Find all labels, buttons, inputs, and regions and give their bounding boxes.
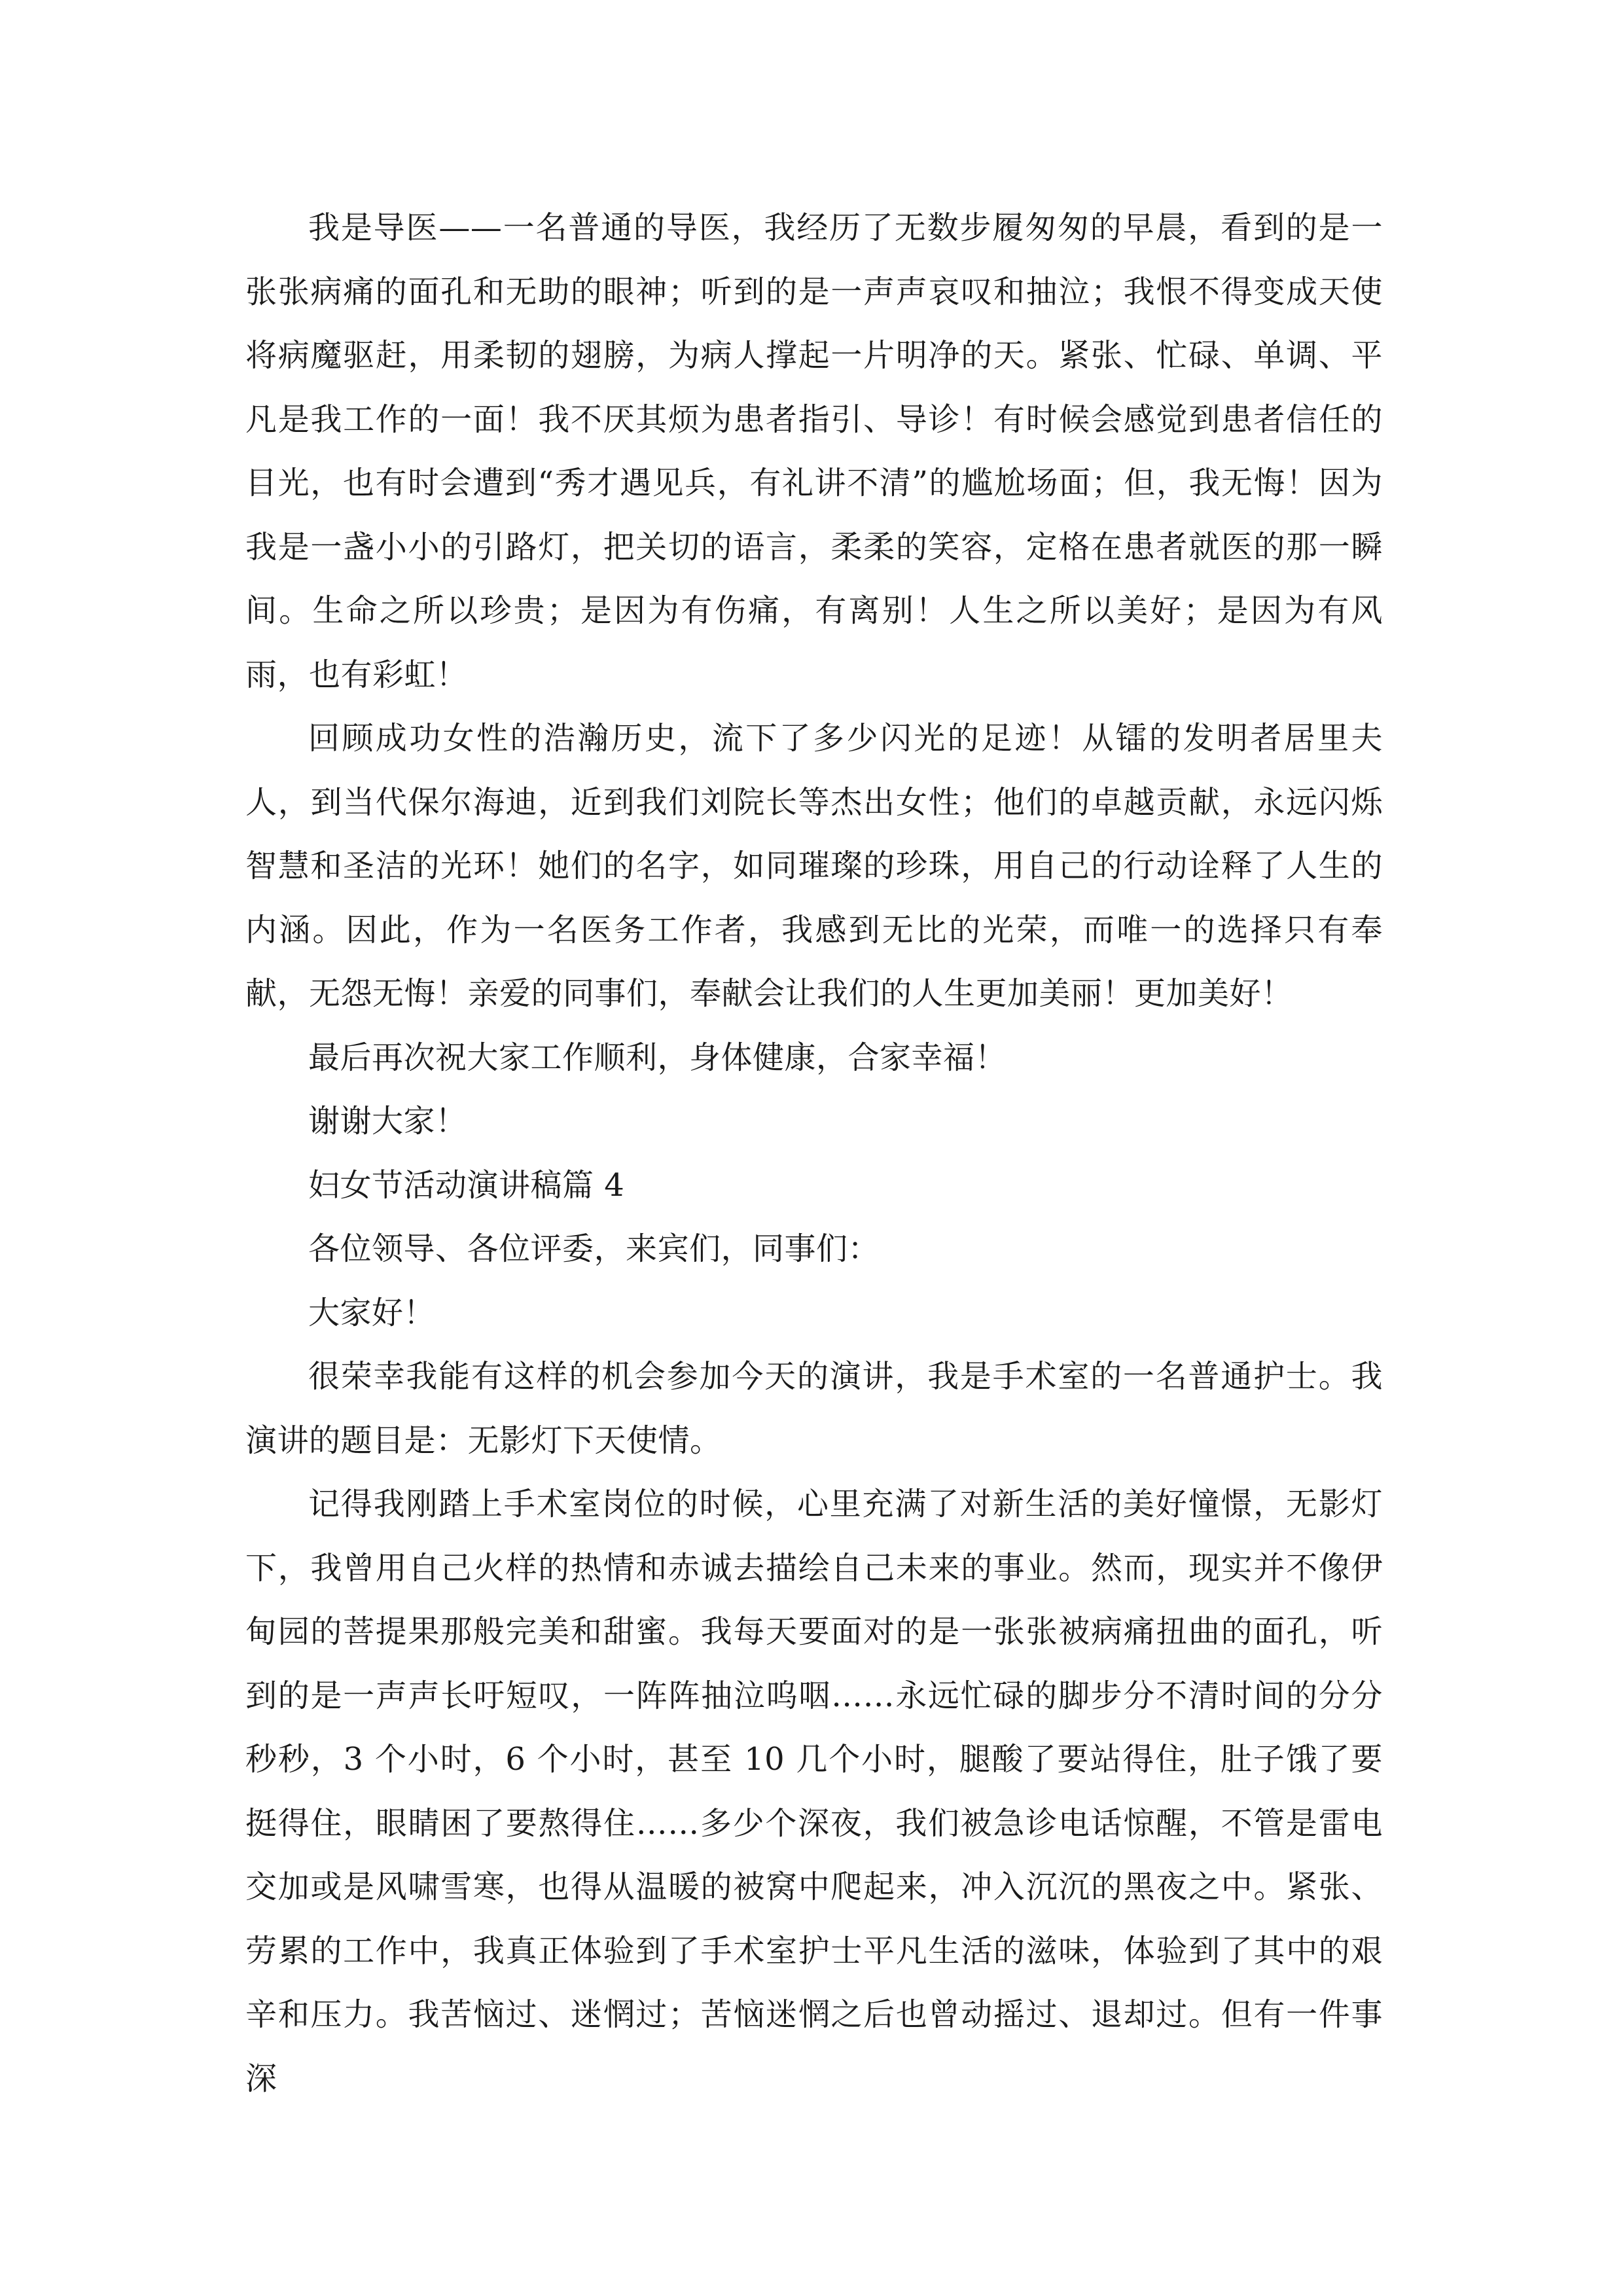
section-heading: 妇女节活动演讲稿篇 4 [308,1166,625,1204]
paragraph-operating-room: 记得我刚踏上手术室岗位的时候，心里充满了对新生活的美好憧憬，无影灯下，我曾用自己火样的热情和赤诚去描绘自己未来的事业。然而，现实并不像伊甸园的菩提果那般完美和甜蜜。我每天要面对的是一张张被病痛扭曲的面孔，听到的是一声声长吁短叹，一阵阵抽泣呜咽……永远忙碌的脚步分不清时间的分分秒秒，3 个小时，6 个小时，甚至 10 几个小时，腿酸了要站得住，肚子饿了要挺得住，眼睛困了要熬得住……多少个深夜，我们被急诊电话惊醒，不管是雷电交加或是风啸雪寒，也得从温暖的被窝中爬起来，冲入沉沉的黑夜之中。紧张、劳累的工作中，我真正体验到了手术室护士平凡生活的滋味，体验到了其中的艰辛和压力。我苦恼过、迷惘过；苦恼迷惘之后也曾动摇过、退却过。但有一件事深 [245,1486,1383,2097]
paragraph-greeting: 大家好！ [308,1294,436,1331]
paragraph-introduction: 很荣幸我能有这样的机会参加今天的演讲，我是手术室的一名普通护士。我演讲的题目是：无影灯下天使情。 [245,1358,1383,1459]
paragraph-closing-wishes: 最后再次祝大家工作顺利，身体健康，合家幸福！ [308,1039,1007,1076]
paragraph-salutation: 各位领导、各位评委，来宾们，同事们： [308,1230,880,1267]
document-body [245,196,1383,2111]
paragraph-guide-doctor: 我是导医——一名普通的导医，我经历了无数步履匆匆的早晨，看到的是一张张病痛的面孔和无助的眼神；听到的是一声声哀叹和抽泣；我恨不得变成天使将病魔驱赶，用柔韧的翅膀，为病人撑起一片明净的天。紧张、忙碌、单调、平凡是我工作的一面！我不厌其烦为患者指引、导诊！有时候会感觉到患者信任的目光，也有时会遭到“秀才遇见兵，有礼讲不清”的尴尬场面；但，我无悔！因为我是一盏小小的引路灯，把关切的语言，柔柔的笑容，定格在患者就医的那一瞬间。生命之所以珍贵；是因为有伤痛，有离别！人生之所以美好；是因为有风雨，也有彩虹！ [245,209,1383,693]
paragraph-thanks: 谢谢大家！ [308,1103,467,1139]
paragraph-successful-women: 回顾成功女性的浩瀚历史，流下了多少闪光的足迹！从镭的发明者居里夫人，到当代保尔海迪，近到我们刘院长等杰出女性；他们的卓越贡献，永远闪烁智慧和圣洁的光环！她们的名字，如同璀璨的珍珠，用自己的行动诠释了人生的内涵。因此，作为一名医务工作者，我感到无比的光荣，而唯一的选择只有奉献，无怨无悔！亲爱的同事们，奉献会让我们的人生更加美丽！更加美好！ [245,720,1383,1012]
